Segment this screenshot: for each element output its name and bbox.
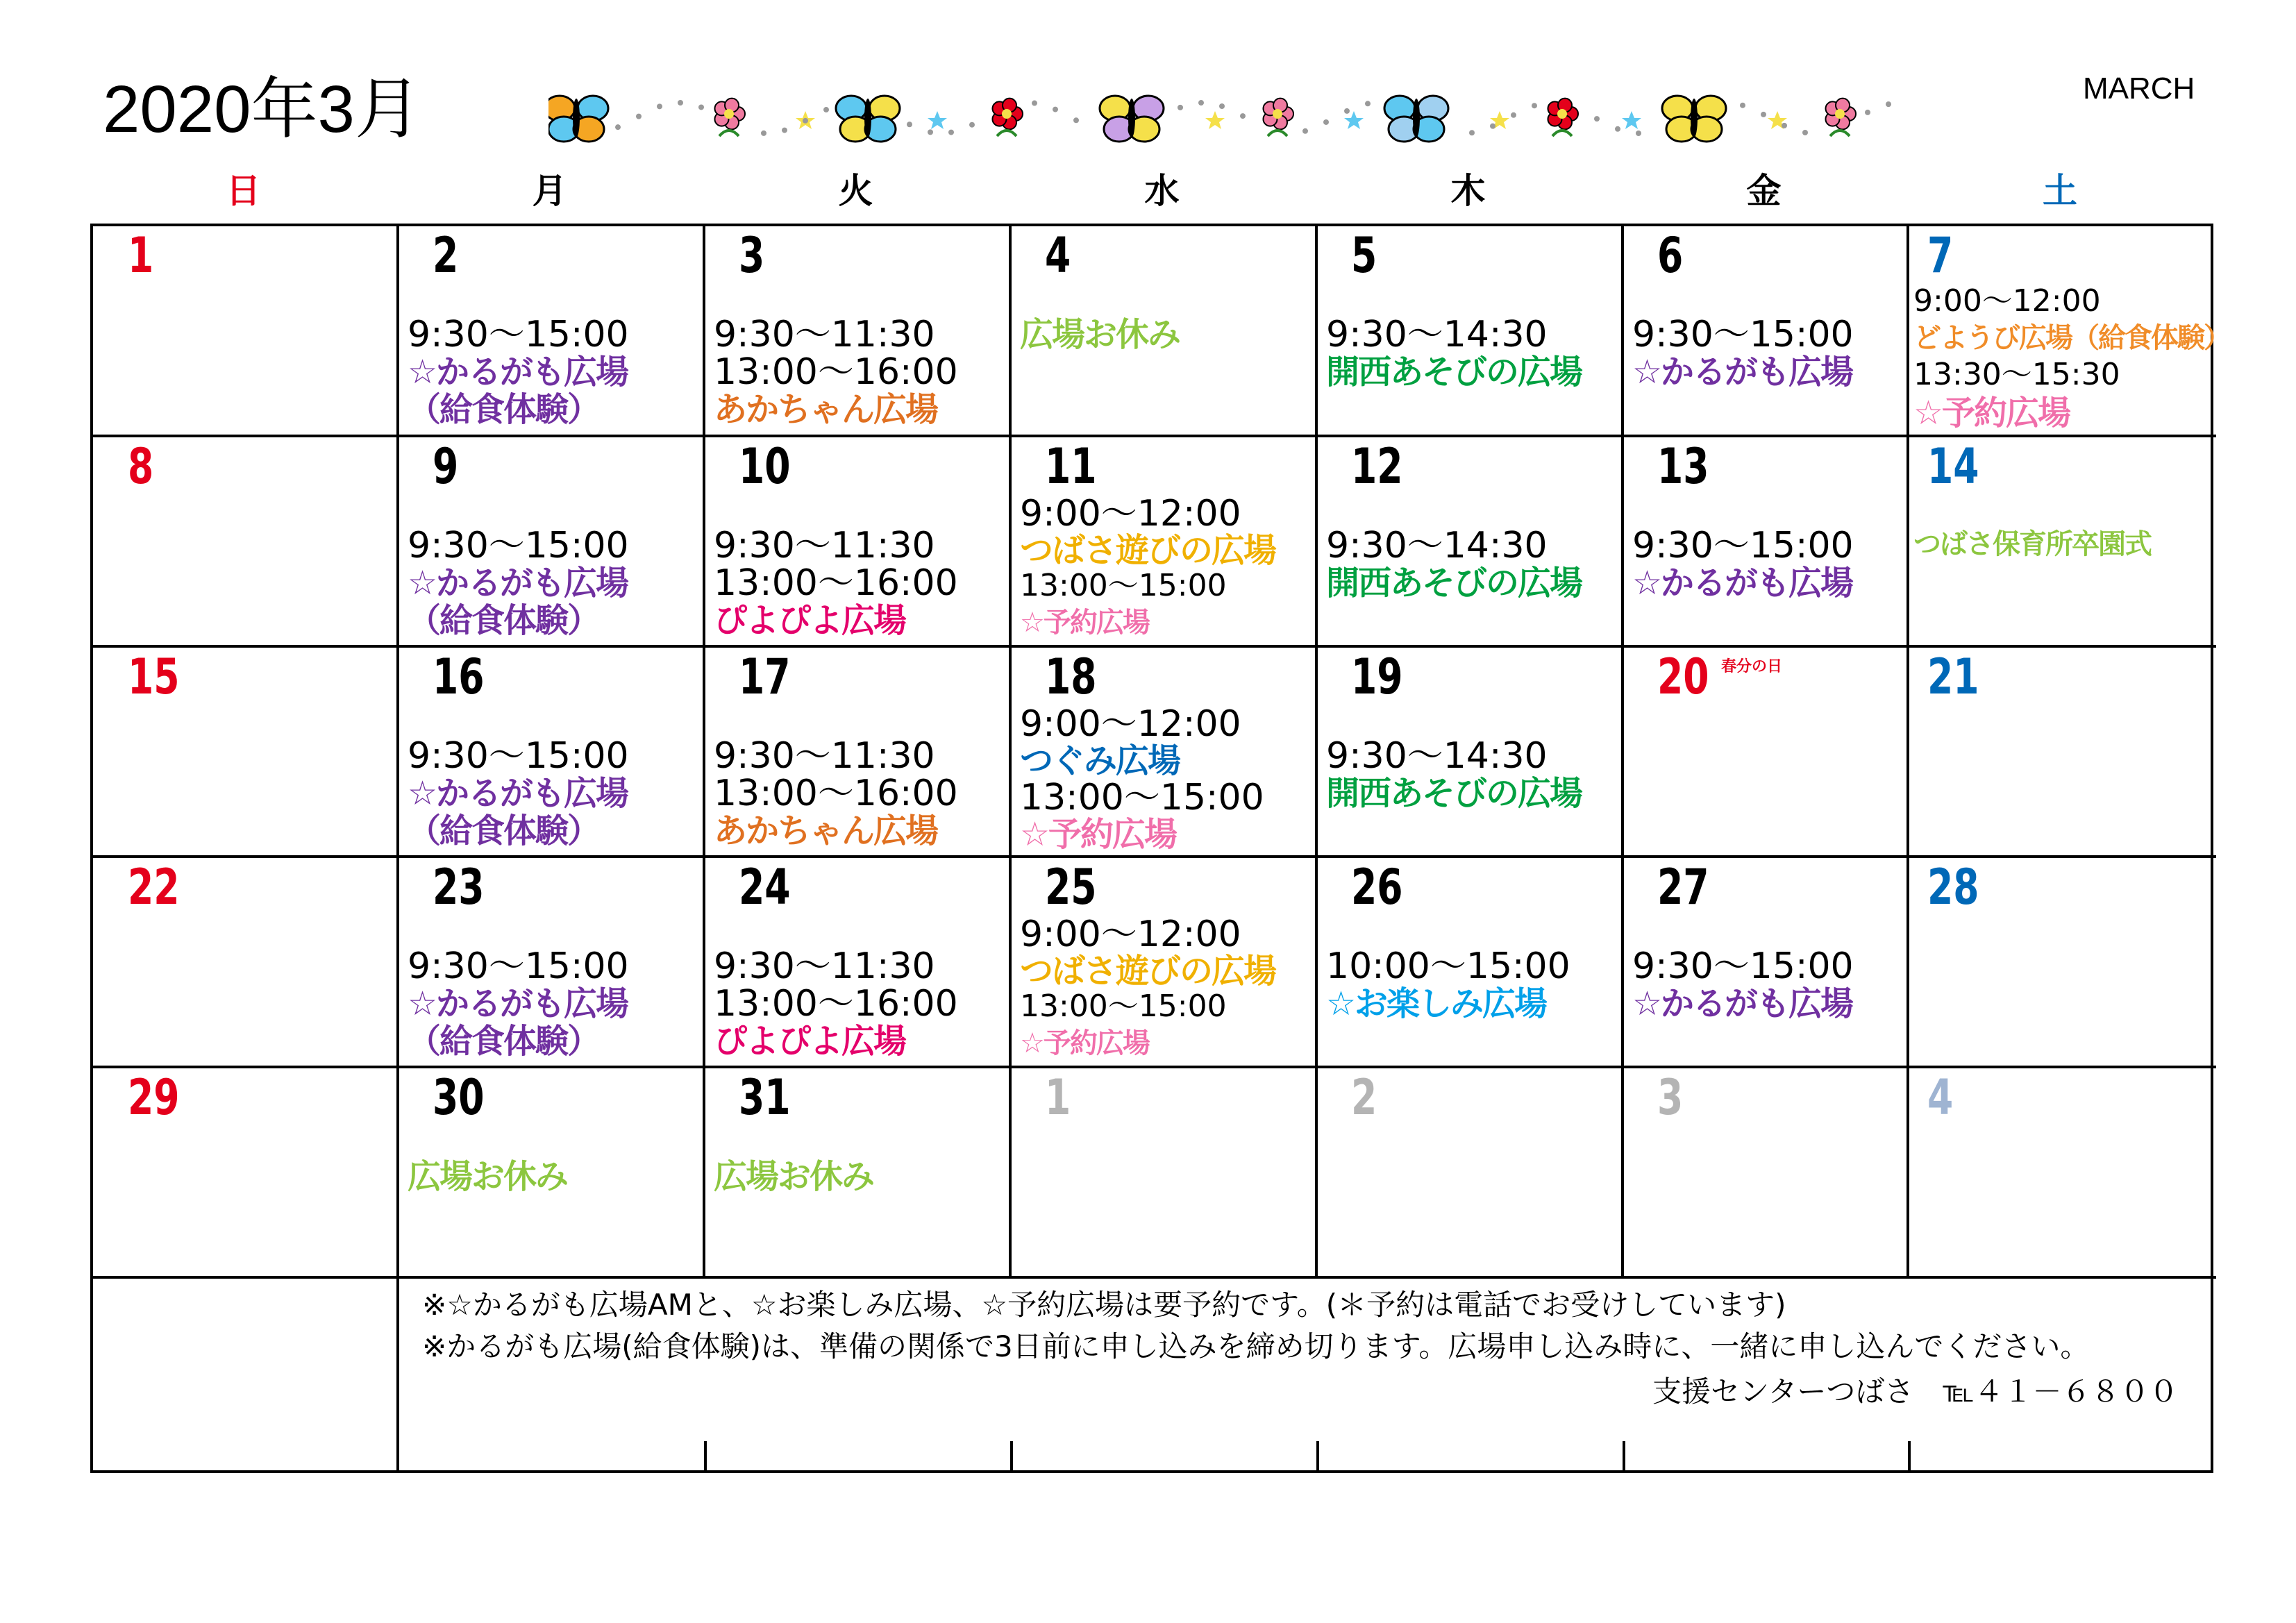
day-cell: [1012, 226, 1318, 437]
day-cell: [1909, 1068, 2216, 1279]
event-name: つぐみ広場: [1020, 741, 1180, 780]
event-time: 9:30～11:30: [714, 525, 935, 566]
butterfly-icon: [1384, 96, 1448, 142]
weekday-label: 火: [838, 171, 873, 211]
day-number: 3: [739, 227, 765, 284]
column-tick: [1316, 1441, 1319, 1473]
event-time: 10:00～15:00: [1326, 945, 1570, 987]
event-time: 9:00～12:00: [1913, 283, 2101, 319]
decoration-border: [548, 83, 1902, 160]
event-time: 13:00～16:00: [714, 983, 958, 1025]
event-name: ☆お楽しみ広場: [1326, 984, 1547, 1023]
event-time: 9:30～11:30: [714, 314, 935, 355]
note-contact: 支援センターつばさ ℡４１－６８００: [1652, 1374, 2179, 1408]
day-number: 19: [1351, 648, 1403, 705]
star-icon: [1205, 111, 1225, 129]
day-cell: [1909, 437, 2216, 648]
day-number: 10: [739, 438, 791, 495]
day-number: 3: [1657, 1069, 1684, 1126]
day-number: 11: [1045, 438, 1097, 495]
day-number: 22: [128, 859, 180, 916]
day-number: 6: [1657, 227, 1684, 284]
day-number: 23: [433, 859, 485, 916]
holiday-label: 春分の日: [1721, 658, 1783, 675]
event-time: 9:30～15:00: [1632, 525, 1854, 566]
calendar-title: 2020年3月: [103, 72, 421, 146]
event-name: ☆かるがも広場: [408, 774, 628, 813]
day-cell: [1909, 226, 2230, 437]
day-number: 20: [1657, 648, 1709, 705]
day-number: 4: [1045, 227, 1071, 284]
day-number: 2: [433, 227, 459, 284]
star-icon: [1622, 111, 1641, 129]
day-cell: [1012, 1068, 1318, 1279]
weekday-label: 木: [1450, 171, 1486, 211]
day-number: 1: [128, 227, 154, 284]
day-cell: [399, 1068, 705, 1279]
day-cell: [1318, 1068, 1624, 1279]
event-time: 13:00～15:00: [1020, 989, 1227, 1024]
day-number: 4: [1927, 1069, 1954, 1126]
event-name: 開西あそびの広場: [1326, 774, 1582, 813]
event-time: 13:00～16:00: [714, 773, 958, 814]
day-cell: [93, 226, 399, 437]
day-cell: [705, 858, 1012, 1068]
event-name: つばさ遊びの広場: [1020, 531, 1276, 570]
day-cell: [1909, 648, 2216, 858]
day-number: 5: [1351, 227, 1377, 284]
event-name: ☆かるがも広場: [408, 353, 628, 392]
day-cell: [705, 1068, 1012, 1279]
event-time: 13:30～15:30: [1913, 357, 2120, 392]
day-cell: [1624, 648, 1909, 858]
day-cell: [1318, 858, 1624, 1068]
column-tick: [1010, 1441, 1013, 1473]
column-tick: [704, 1441, 707, 1473]
day-number: 30: [433, 1069, 485, 1126]
event-name: ☆かるがも広場: [1632, 353, 1853, 392]
event-name: 広場お休み: [714, 1157, 874, 1196]
event-name: ☆予約広場: [1020, 815, 1177, 854]
day-cell: [93, 437, 399, 648]
event-name: （給食体験）: [408, 601, 600, 640]
day-number: 28: [1927, 859, 1979, 916]
weekday-label: 水: [1144, 171, 1180, 211]
day-cell: [399, 858, 705, 1068]
event-name: （給食体験）: [408, 1022, 600, 1061]
event-name: ☆かるがも広場: [1632, 564, 1853, 603]
day-number: 14: [1927, 438, 1979, 495]
day-cell: [1624, 858, 1909, 1068]
notes-side-cell: [93, 1279, 399, 1473]
day-number: 8: [128, 438, 154, 495]
column-tick: [1623, 1441, 1625, 1473]
event-name: 広場お休み: [1020, 315, 1180, 354]
column-tick: [1908, 1441, 1911, 1473]
day-number: 9: [433, 438, 459, 495]
flower-icon: [1548, 99, 1578, 136]
day-cell: [705, 648, 1012, 858]
event-name: ぴよぴよ広場: [714, 1022, 906, 1061]
event-name: 開西あそびの広場: [1326, 564, 1582, 603]
event-name: （給食体験）: [408, 390, 600, 429]
event-time: 13:00～16:00: [714, 562, 958, 604]
day-cell: [399, 648, 705, 858]
note-lunch-deadline: ※かるがも広場(給食体験)は、準備の関係で3日前に申し込みを締め切ります。広場申し込み時に、一緒に申し込んでください。: [422, 1329, 2090, 1363]
day-number: 13: [1657, 438, 1709, 495]
day-number: 16: [433, 648, 485, 705]
event-name: ☆予約広場: [1020, 1027, 1149, 1059]
flower-icon: [992, 99, 1023, 136]
flower-icon: [1825, 99, 1856, 136]
event-time: 9:00～12:00: [1020, 914, 1241, 955]
day-number: 17: [739, 648, 791, 705]
day-cell: [1318, 437, 1624, 648]
day-number: 12: [1351, 438, 1403, 495]
day-number: 25: [1045, 859, 1097, 916]
day-cell: [93, 648, 399, 858]
event-name: ぴよぴよ広場: [714, 601, 906, 640]
day-cell: [93, 1068, 399, 1279]
english-month: MARCH: [2083, 72, 2195, 106]
weekday-header: [90, 167, 2213, 215]
butterfly-icon: [1100, 96, 1164, 142]
event-time: 9:30～15:00: [408, 314, 629, 355]
butterfly-icon: [836, 96, 900, 142]
event-time: 9:30～11:30: [714, 735, 935, 777]
day-cell: [1012, 648, 1318, 858]
day-number: 27: [1657, 859, 1709, 916]
day-number: 21: [1927, 648, 1979, 705]
event-name: どようび広場（給食体験）: [1913, 322, 2230, 354]
day-cell: [1624, 437, 1909, 648]
event-name: ☆予約広場: [1913, 394, 2070, 432]
event-name: ☆かるがも広場: [1632, 984, 1853, 1023]
event-name: 開西あそびの広場: [1326, 353, 1582, 392]
event-time: 9:30～15:00: [408, 735, 629, 777]
butterfly-icon: [1662, 96, 1726, 142]
day-cell: [399, 437, 705, 648]
event-name: （給食体験）: [408, 812, 600, 850]
day-number: 2: [1351, 1069, 1377, 1126]
event-time: 13:00～15:00: [1020, 568, 1227, 603]
flower-icon: [714, 99, 745, 136]
day-cell: [1624, 226, 1909, 437]
event-time: 13:00～16:00: [714, 351, 958, 393]
event-time: 9:00～12:00: [1020, 703, 1241, 745]
day-cell: [1012, 437, 1318, 648]
star-icon: [928, 111, 947, 129]
event-time: 9:30～15:00: [408, 945, 629, 987]
event-name: 広場お休み: [408, 1157, 568, 1196]
day-number: 29: [128, 1069, 180, 1126]
day-cell: [1624, 1068, 1909, 1279]
event-time: 9:30～14:30: [1326, 314, 1548, 355]
day-cell: [705, 437, 1012, 648]
event-time: 9:30～14:30: [1326, 735, 1548, 777]
day-number: 24: [739, 859, 791, 916]
day-cell: [705, 226, 1012, 437]
weekday-label: 日: [226, 171, 261, 211]
event-time: 9:30～11:30: [714, 945, 935, 987]
event-time: 9:30～15:00: [1632, 314, 1854, 355]
weekday-label: 月: [532, 171, 567, 211]
butterfly-icon: [548, 96, 608, 142]
event-name: つばさ遊びの広場: [1020, 952, 1276, 991]
event-time: 13:00～15:00: [1020, 777, 1264, 818]
event-name: あかちゃん広場: [714, 812, 938, 850]
day-cell: [1318, 226, 1624, 437]
day-number: 7: [1927, 227, 1954, 284]
event-name: あかちゃん広場: [714, 390, 938, 429]
event-name: ☆かるがも広場: [408, 564, 628, 603]
day-cell: [399, 226, 705, 437]
day-cell: [1012, 858, 1318, 1068]
note-reservation: ※☆かるがも広場AMと、☆お楽しみ広場、☆予約広場は要予約です。(＊予約は電話でお受けしています): [422, 1288, 1786, 1322]
day-number: 31: [739, 1069, 791, 1126]
event-time: 9:00～12:00: [1020, 493, 1241, 535]
event-time: 9:30～15:00: [1632, 945, 1854, 987]
day-number: 1: [1045, 1069, 1071, 1126]
day-number: 26: [1351, 859, 1403, 916]
day-cell: [93, 858, 399, 1068]
day-cell: [1909, 858, 2216, 1068]
day-cell: [1318, 648, 1624, 858]
weekday-label: 土: [2043, 171, 2077, 211]
event-name: ☆かるがも広場: [408, 984, 628, 1023]
flower-icon: [1263, 99, 1293, 136]
event-time: 9:30～15:00: [408, 525, 629, 566]
event-time: 9:30～14:30: [1326, 525, 1548, 566]
event-name: つばさ保育所卒園式: [1913, 528, 2151, 560]
day-number: 18: [1045, 648, 1097, 705]
day-number: 15: [128, 648, 180, 705]
event-name: ☆予約広場: [1020, 607, 1149, 639]
weekday-label: 金: [1746, 171, 1782, 211]
